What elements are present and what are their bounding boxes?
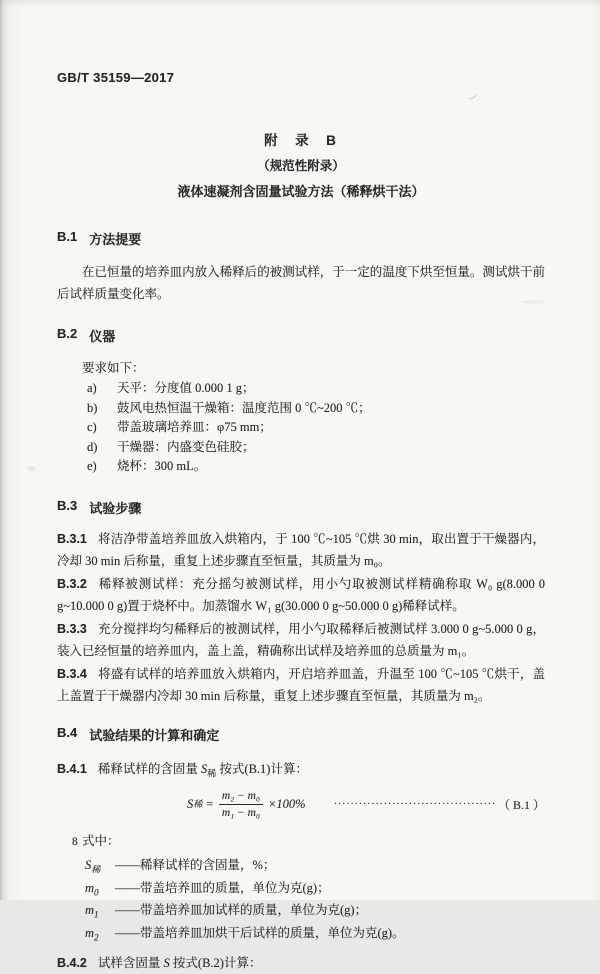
document-code: GB/T 35159—2017 [57, 70, 175, 85]
definition-row [57, 880, 545, 898]
definition-row [57, 857, 545, 875]
formula-lhs: S [187, 796, 194, 811]
fraction-numerator: m₂ − m₀ [219, 789, 263, 805]
page-content [57, 0, 545, 974]
symbol-base: S [85, 858, 92, 873]
section-b4-heading [57, 725, 545, 744]
section-number: B.3 [57, 497, 78, 513]
clause-b3-2 [57, 573, 545, 617]
section-title: 仪器 [89, 329, 116, 344]
list-marker: d) [87, 439, 98, 454]
equals-sign: = [205, 796, 214, 811]
clause-number: B.3.2 [57, 576, 87, 591]
section-b1-heading [57, 229, 545, 248]
clause-text-post: 按式(B.2)计算： [169, 956, 262, 971]
clause-number: B.4.1 [57, 761, 87, 776]
symbol-base: S [201, 761, 208, 776]
clause-number: B.3.3 [57, 621, 87, 636]
definition-symbol [85, 925, 115, 943]
symbol-base: m [85, 903, 95, 918]
symbol-base: S [163, 956, 170, 971]
symbol-base: m [85, 880, 95, 895]
section-title: 试验步骤 [89, 500, 142, 516]
section-title: 试验结果的计算和确定 [89, 727, 220, 743]
list-text: 干燥器：内盛变色硅胶； [117, 439, 255, 454]
section-title: 方法提要 [89, 232, 142, 247]
list-text: 鼓风电热恒温干燥箱：温度范围 0 ℃~200 ℃； [117, 400, 371, 415]
clause-b3-4 [57, 663, 545, 707]
formula-b1: S 稀 = $\frac{\text{m₂ − m₀}}{\text{m₁ − m₀}}$ ×100% [187, 789, 306, 819]
list-marker: c) [87, 420, 97, 434]
definition-text: ——带盖培养皿的质量，单位为克(g)； [115, 880, 330, 895]
clause-text: 稀释被测试样：充分摇匀被测试样，用小勺取被测试样精确称取 W₀ g(8.000 0 g~10.000 0 g)置于烧杯中。加蒸馏水 W₁ g(30.000 0 g~50.000 0 g)稀释试样。 [57, 576, 545, 613]
appendix-heading: 液体速凝剂含固量试验方法（稀释烘干法） [177, 184, 425, 199]
definition-text: ——稀释试样的含固量，%； [115, 858, 276, 873]
symbol-subscript: 稀 [207, 768, 217, 778]
definition-row [57, 902, 545, 920]
scan-artifact [27, 466, 36, 471]
clause-text: 将洁净带盖培养皿放入烘箱内，于 100 ℃~105 ℃烘 30 min，取出置于干燥器内，冷却 30 min 后称量，重复上述步骤直至恒量，其质量为 m₀。 [57, 531, 545, 568]
formula-label: （ B.1 ） [497, 797, 545, 812]
appendix-title: 附 录 B [264, 133, 338, 148]
formula-multiplier: ×100% [267, 796, 306, 811]
fraction [219, 789, 263, 821]
symbol-subscript: 0 [94, 887, 99, 898]
clause-b4-2 [57, 952, 545, 974]
fraction-denominator: m₁ − m₀ [221, 806, 260, 819]
definition-text: ——带盖培养皿加试样的质量，单位为克(g)； [115, 903, 368, 918]
dotted-leader: ······································· [333, 798, 496, 811]
appendix-subtitle: （规范性附录） [257, 159, 345, 173]
list-item [57, 418, 545, 438]
symbol-subscript: 2 [94, 932, 99, 943]
appendix-title-block [57, 129, 545, 200]
definition-row [57, 925, 545, 943]
symbol-definitions [57, 857, 545, 942]
definition-symbol [85, 857, 115, 875]
clause-b4-1 [57, 758, 545, 780]
formula-b1-row [57, 789, 545, 821]
list-marker: e) [87, 459, 97, 473]
list-item [57, 438, 545, 458]
definition-symbol [85, 880, 115, 898]
apparatus-list [57, 379, 545, 477]
clause-text-post: 按式(B.1)计算： [216, 761, 308, 776]
list-item [57, 457, 545, 477]
clause-text-pre: 试样含固量 [97, 956, 164, 971]
definition-text: ——带盖培养皿加烘干后试样的质量，单位为克(g)。 [115, 925, 405, 940]
clause-number: B.3.1 [57, 531, 87, 546]
clause-text: 将盛有试样的培养皿放入烘箱内，开启培养皿盖，升温至 100 ℃~105 ℃烘干，盖上盖置于干燥器内冷却 30 min 后称量，重复上述步骤直至恒量，其质量为 m₂。 [57, 666, 545, 703]
clause-text: 充分搅拌均匀稀释后的被测试样，用小勺取稀释后被测试样 3.000 0 g~5.000 0 g，装入已经恒量的培养皿内，盖上盖，精确称出试样及培养皿的总质量为 m₁。 [57, 621, 545, 658]
clause-number: B.4.2 [57, 956, 87, 971]
clause-text-pre: 稀释试样的含固量 [97, 761, 202, 776]
symbol-subscript: 1 [94, 909, 99, 920]
procedure-clauses [57, 528, 545, 707]
clause-b3-3 [57, 618, 545, 662]
list-text: 带盖玻璃培养皿：φ75 mm； [117, 420, 272, 434]
clause-b3-1 [57, 528, 545, 572]
section-number: B.1 [57, 229, 78, 244]
section-number: B.2 [57, 326, 78, 341]
list-text: 烧杯：300 mL。 [117, 459, 207, 473]
section-b2-heading [57, 326, 545, 345]
list-item [57, 379, 545, 399]
page-number: 8 [72, 836, 78, 848]
list-marker: b) [87, 400, 98, 415]
definition-symbol [85, 902, 115, 920]
section-b2-intro: 要求如下： [82, 361, 145, 375]
list-marker: a) [87, 381, 97, 395]
symbol-base: m [85, 925, 95, 940]
clause-number: B.3.4 [57, 666, 87, 681]
list-item [57, 399, 545, 419]
section-number: B.4 [57, 724, 78, 740]
section-b3-heading [57, 498, 545, 517]
list-text: 天平：分度值 0.000 1 g； [117, 381, 255, 395]
section-b1-paragraph: 在已恒量的培养皿内放入稀释后的被测试样，于一定的温度下烘至恒量。测试烘干前后试样质量变化率。 [57, 265, 545, 301]
where-label: 式中： [82, 834, 120, 849]
symbol-subscript: 稀 [91, 864, 101, 875]
